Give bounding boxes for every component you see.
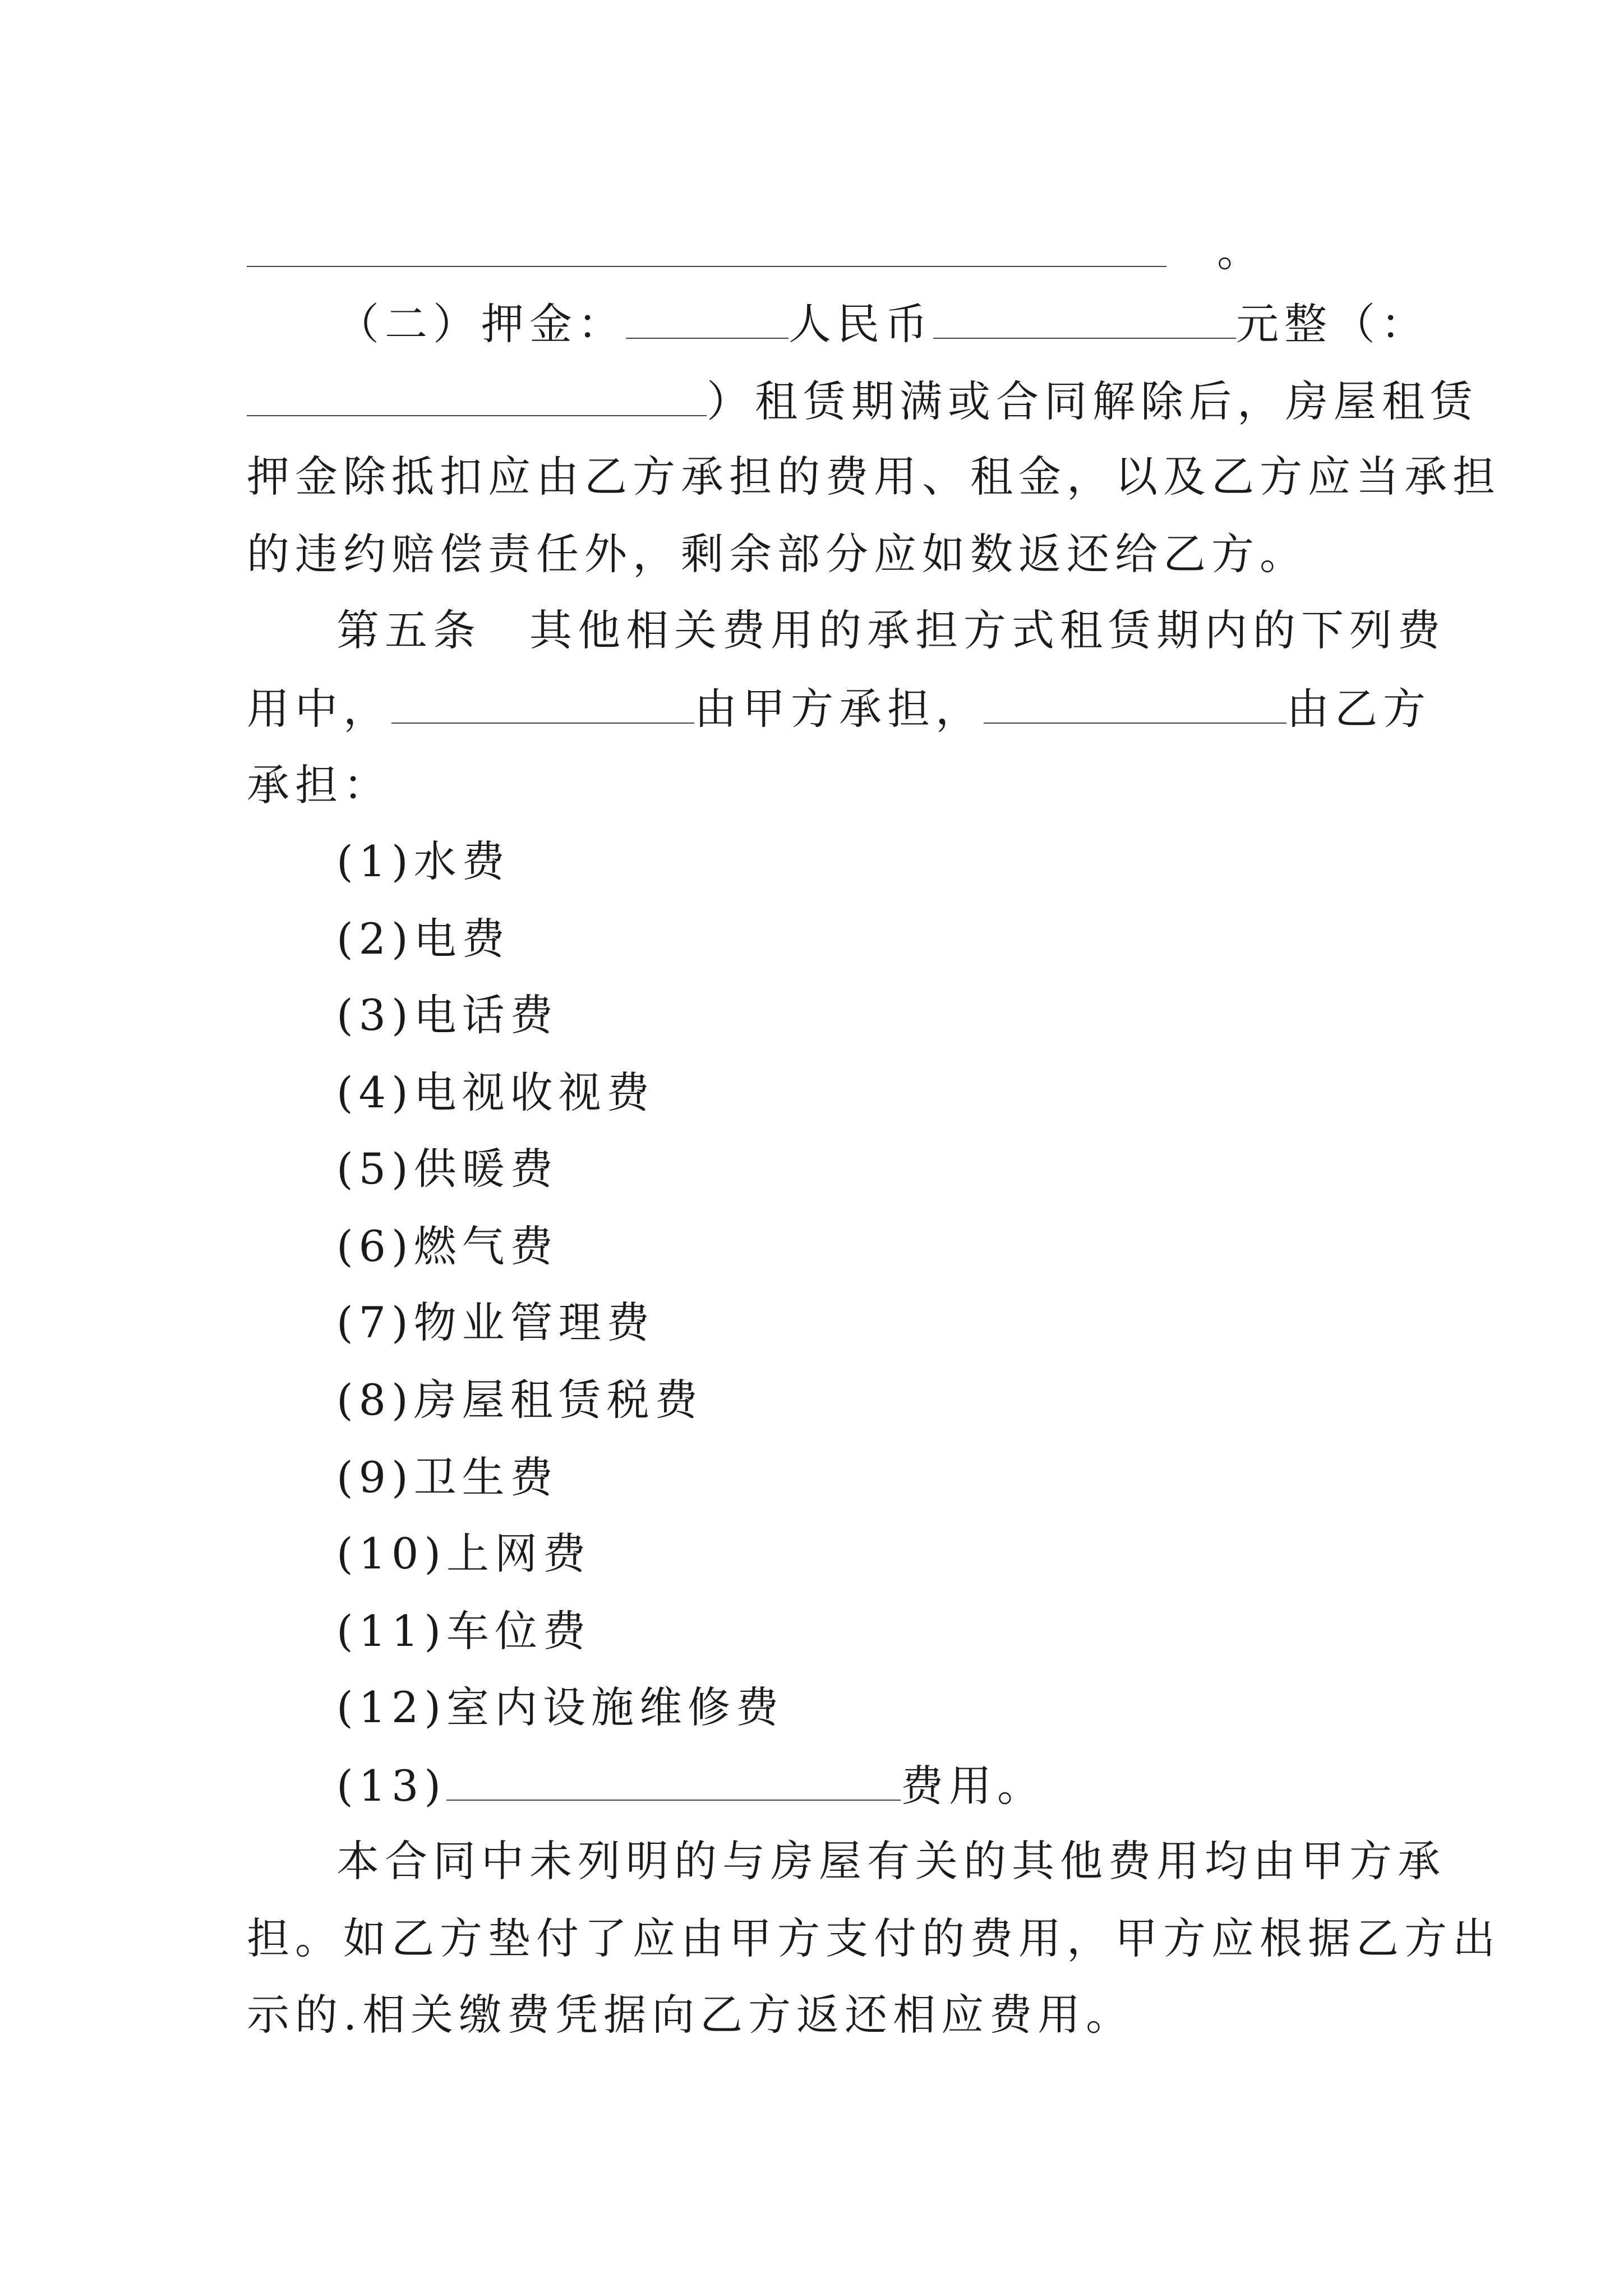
article5-line-3: 承担：	[247, 760, 391, 810]
deposit-line-2	[247, 376, 1478, 426]
article5-line2-b: 由甲方承担，	[694, 684, 984, 734]
closing-line-2: 担。如乙方垫付了应由甲方支付的费用，甲方应根据乙方出	[247, 1913, 1501, 1963]
deposit-line-1	[336, 299, 1429, 349]
fee-item: (2)电费	[336, 914, 510, 964]
fee-item: (5)供暖费	[336, 1144, 559, 1194]
deposit-yuan: 元整（：	[1236, 299, 1429, 349]
blank-deposit-amount	[626, 302, 789, 339]
fee-item-13	[336, 1761, 1046, 1811]
deposit-line2-tail: ）租赁期满或合同解除后，房屋租赁	[707, 376, 1478, 426]
fee-item: (1)水费	[336, 836, 510, 886]
article5-line-1: 第五条 其他相关费用的承担方式租赁期内的下列费	[336, 605, 1446, 655]
blank-party-b-fees	[984, 687, 1287, 724]
fee-item: (9)卫生费	[336, 1452, 559, 1502]
blank-fee-13	[446, 1764, 901, 1801]
fee-item: (4)电视收视费	[336, 1068, 655, 1117]
blank-top	[247, 230, 1166, 267]
fee-item: (8)房屋租赁税费	[336, 1375, 703, 1425]
article5-line2-a: 用中，	[247, 684, 391, 734]
article5-line-2	[247, 684, 1431, 734]
fee-13-suffix: 费用。	[901, 1761, 1046, 1811]
deposit-line-3: 押金除抵扣应由乙方承担的费用、租金，以及乙方应当承担	[247, 452, 1501, 501]
fee-item: (3)电话费	[336, 990, 559, 1040]
deposit-line-4: 的违约赔偿责任外，剩余部分应如数返还给乙方。	[247, 529, 1308, 579]
top-period: 。	[1217, 226, 1265, 276]
blank-deposit-capital	[247, 379, 707, 416]
fee-13-prefix: (13)	[336, 1761, 447, 1811]
fee-item: (10)上网费	[336, 1529, 592, 1579]
deposit-prefix: （二）押金：	[336, 299, 626, 349]
closing-line-3: 示的.相关缴费凭据向乙方返还相应费用。	[247, 1990, 1135, 2040]
deposit-rmb: 人民币	[789, 299, 933, 349]
blank-party-a-fees	[391, 687, 694, 724]
fee-item: (7)物业管理费	[336, 1297, 655, 1347]
blank-deposit-rmb	[933, 302, 1236, 339]
article5-line2-c: 由乙方	[1287, 684, 1431, 734]
closing-line-1: 本合同中未列明的与房屋有关的其他费用均由甲方承	[336, 1836, 1446, 1886]
fee-item: (12)室内设施维修费	[336, 1682, 785, 1732]
fee-item: (6)燃气费	[336, 1221, 559, 1271]
fee-item: (11)车位费	[336, 1606, 592, 1656]
